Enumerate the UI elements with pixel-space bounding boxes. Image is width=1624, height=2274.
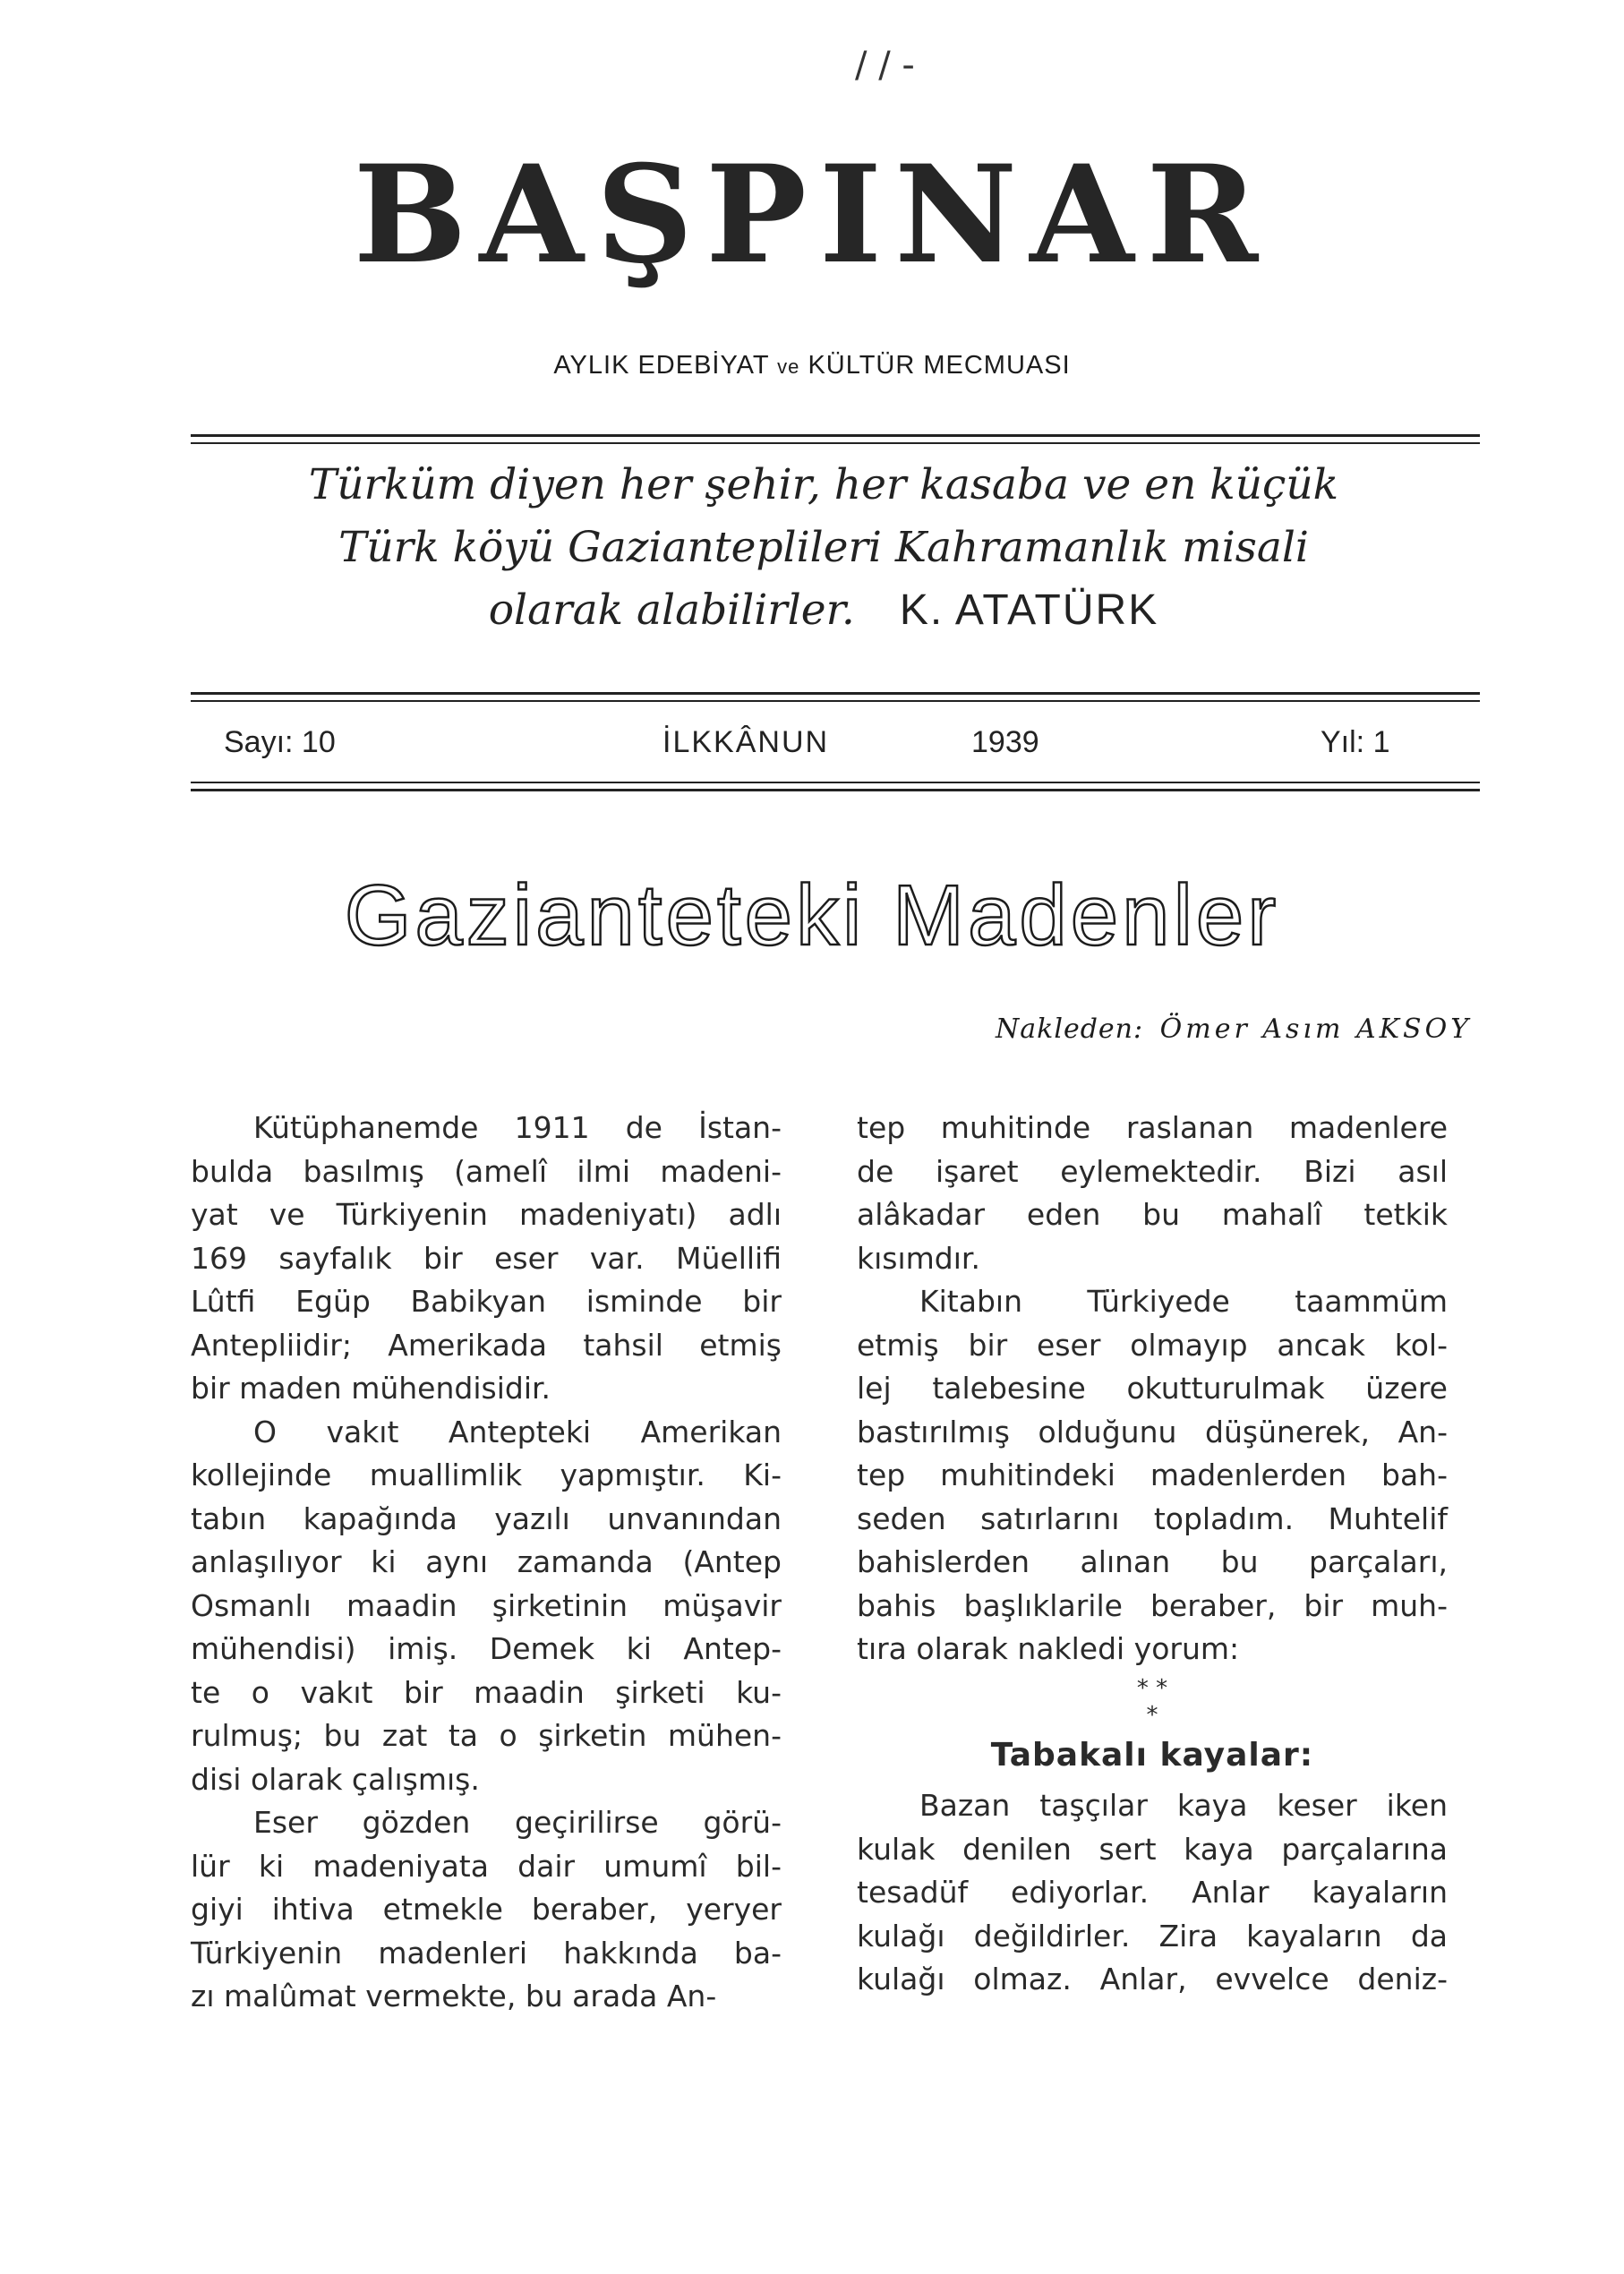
text-line: tep muhitinde raslanan madenlere <box>857 1110 1448 1145</box>
quote-line-3-text: olarak alabilirler. <box>488 586 855 635</box>
text-line: bir maden mühendisidir. <box>191 1371 551 1406</box>
text-line: de işaret eylemektedir. Bizi asıl <box>857 1153 1448 1189</box>
paragraph <box>191 1801 782 2019</box>
quote-author: K. ATATÜRK <box>899 586 1159 634</box>
text-line: Kitabın Türkiyede taammüm <box>919 1284 1448 1319</box>
quote-line-3 <box>179 579 1468 642</box>
rule-issue-top-2 <box>191 700 1480 702</box>
ataturk-quote <box>179 454 1468 642</box>
issue-year: 1939 <box>971 725 1039 759</box>
rule-issue-top-1 <box>191 692 1480 695</box>
rule-top-thick <box>191 434 1480 437</box>
quote-line-2: Türk köyü Gazianteplileri Kahramanlık misali <box>338 523 1309 572</box>
issue-volume: Yıl: 1 <box>1321 725 1390 759</box>
article-right-column <box>857 1107 1448 2002</box>
section-separator: * * * <box>1136 1674 1168 1729</box>
text-line: Kütüphanemde 1911 de İstan- <box>253 1110 782 1145</box>
text-line: kulağı değildirler. Zira kayaların da <box>857 1918 1448 1953</box>
rule-issue-bottom-2 <box>191 789 1480 791</box>
text-line: bahislerden alınan bu parçaları, <box>857 1544 1448 1579</box>
text-line: yat ve Türkiyenin madeniyatı) adlı <box>191 1197 782 1232</box>
text-line: kısımdır. <box>857 1240 980 1276</box>
rule-top-thin <box>191 442 1480 444</box>
text-line: bahis başlıklarile beraber, bir muh- <box>857 1587 1448 1623</box>
text-line: kollejinde muallimlik yapmıştır. Ki- <box>191 1458 782 1492</box>
section-paragraph <box>857 1784 1448 2002</box>
article-title: Gazianteteki Madenler <box>344 868 1280 963</box>
byline-label: Nakleden: <box>996 1013 1144 1045</box>
text-line: tıra olarak nakledi yorum: <box>857 1631 1240 1666</box>
text-line: Lûtfi Egüp Babikyan isminde bir <box>191 1284 782 1319</box>
text-line: Bazan taşçılar kaya keser iken <box>919 1788 1448 1823</box>
paragraph <box>857 1280 1448 1671</box>
text-line: kulağı olmaz. Anlar, evvelce deniz- <box>857 1962 1448 1996</box>
text-line: bastırılmış olduğunu düşünerek, An- <box>857 1414 1448 1449</box>
article-left-column <box>191 1107 782 2019</box>
text-line: zı malûmat vermekte, bu arada An- <box>191 1979 717 2013</box>
rule-issue-bottom-1 <box>191 782 1480 783</box>
issue-number: Sayı: 10 <box>224 725 336 759</box>
section-heading: Tabakalı kayalar: <box>990 1736 1314 1774</box>
text-line: O vakıt Antepteki Amerikan <box>253 1414 782 1449</box>
quote-line-1: Türküm diyen her şehir, her kasaba ve en küçük <box>308 460 1339 509</box>
text-line: giyi ihtiva etmekle beraber, yeryer <box>191 1892 782 1927</box>
text-line: tep muhitindeki madenlerden bah- <box>857 1458 1448 1492</box>
text-line: tesadüf ediyorlar. Anlar kayaların <box>857 1875 1448 1910</box>
text-line: lej talebesine okutturulmak üzere <box>857 1371 1448 1406</box>
top-pen-marks: / / - <box>855 45 915 86</box>
masthead-subtitle <box>0 351 1624 380</box>
text-line: Osmanlı maadin şirketinin müşavir <box>191 1587 782 1623</box>
text-line: etmiş bir eser olmayıp ancak kol- <box>857 1327 1448 1363</box>
text-line: bulda basılmış (amelî ilmi madeni- <box>191 1153 782 1189</box>
text-line: seden satırlarını topladım. Muhtelif <box>857 1500 1448 1536</box>
article-byline <box>996 1013 1472 1045</box>
right-column-paragraphs <box>857 1107 1448 1671</box>
paragraph <box>857 1784 1448 2002</box>
text-line: tabın kapağında yazılı unvanından <box>191 1500 782 1536</box>
paragraph <box>191 1411 782 1802</box>
paragraph <box>191 1107 782 1411</box>
text-line: Eser gözden geçirilirse görü- <box>253 1805 782 1840</box>
text-line: lür ki madeniyata dair umumî bil- <box>191 1848 782 1884</box>
masthead-title: BAŞPINAR <box>353 136 1271 294</box>
text-line: Türkiyenin madenleri hakkında ba- <box>191 1935 782 1971</box>
subtitle-part-a: AYLIK EDEBİYAT <box>553 351 770 380</box>
text-line: rulmuş; bu zat ta o şirketin mühen- <box>191 1718 782 1753</box>
text-line: alâkadar eden bu mahalî tetkik <box>857 1197 1448 1232</box>
text-line: disi olarak çalışmış. <box>191 1761 480 1797</box>
subtitle-part-b: KÜLTÜR MECMUASI <box>808 351 1071 380</box>
text-line: Antepliidir; Amerikada tahsil etmiş <box>191 1327 782 1363</box>
text-line: te o vakıt bir maadin şirketi ku- <box>191 1674 782 1710</box>
byline-name: Ömer Asım AKSOY <box>1159 1013 1472 1045</box>
issue-month: İLKKÂNUN <box>662 725 830 759</box>
subtitle-ve: ve <box>777 355 800 378</box>
text-line: mühendisi) imiş. Demek ki Antep- <box>191 1631 782 1666</box>
text-line: anlaşılıyor ki aynı zamanda (Antep <box>191 1544 782 1579</box>
text-line: 169 sayfalık bir eser var. Müellifi <box>191 1240 782 1276</box>
text-line: kulak denilen sert kaya parçalarına <box>857 1831 1448 1867</box>
paragraph <box>857 1107 1448 1280</box>
